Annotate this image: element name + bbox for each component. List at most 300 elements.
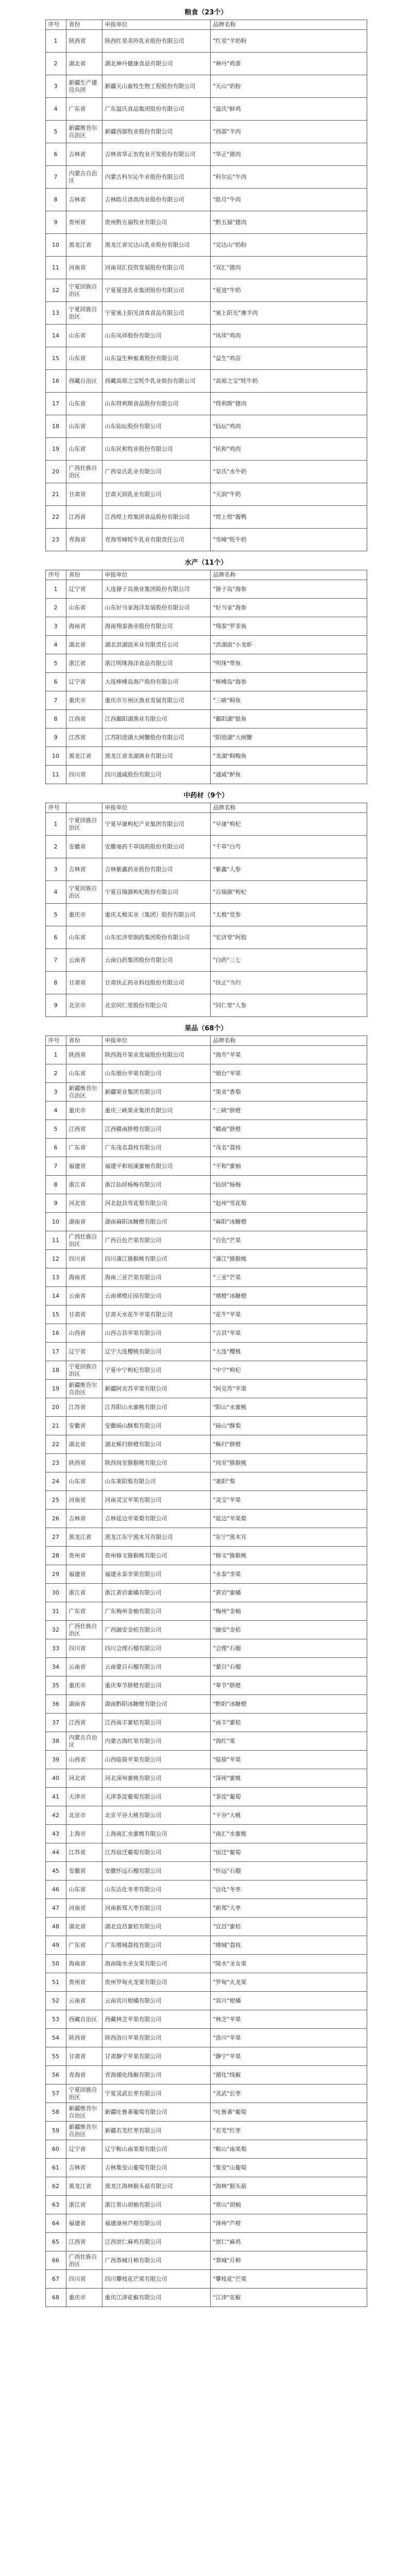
- table-row: [45, 673, 367, 691]
- table-row: [45, 636, 367, 654]
- table-row: [45, 881, 367, 904]
- cell-brand: "罗甸"火龙果: [210, 1973, 367, 1992]
- cell-brand: "棒棰岛"海参: [210, 673, 367, 691]
- cell-no: 8: [45, 710, 66, 728]
- cell-applicant: 宁夏中宁枸杞有限公司: [102, 1361, 210, 1380]
- table-row: [45, 121, 367, 143]
- cell-applicant: 广东温氏食品集团股份有限公司: [102, 98, 210, 121]
- cell-applicant: 山西临猗苹果有限公司: [102, 1751, 210, 1769]
- cell-province: 广东省: [66, 1936, 102, 1955]
- cell-province: 黑龙江省: [66, 1528, 102, 1547]
- cell-brand: "奉节"脐橙: [210, 1676, 367, 1695]
- cell-no: 15: [45, 347, 66, 370]
- cell-applicant: 浙江常山胡柚有限公司: [102, 2196, 210, 2214]
- cell-province: 广东省: [66, 98, 102, 121]
- cell-applicant: 山东宏济堂制药集团股份有限公司: [102, 926, 210, 949]
- cell-province: 湖北省: [66, 1435, 102, 1454]
- table-row: [45, 98, 367, 121]
- cell-no: 11: [45, 766, 66, 784]
- cell-applicant: 四川蒲江猕猴桃有限公司: [102, 1250, 210, 1268]
- cell-brand: "通威"鲈鱼: [210, 766, 367, 784]
- cell-province: 重庆市: [66, 2289, 102, 2307]
- cell-brand: "鞍山"南果梨: [210, 2140, 367, 2159]
- cell-brand: "蒙自"石榴: [210, 1658, 367, 1676]
- cell-applicant: 大连獐子岛渔业集团股份有限公司: [102, 580, 210, 599]
- cell-applicant: 广东增城荔枝有限公司: [102, 1936, 210, 1955]
- cell-province: 山东省: [66, 1880, 102, 1899]
- table-row: [45, 1472, 367, 1491]
- cell-no: 8: [45, 189, 66, 211]
- cell-brand: "温氏"鲜鸡: [210, 98, 367, 121]
- cell-applicant: 黑龙江海林猴头菇有限公司: [102, 2177, 210, 2196]
- cell-no: 47: [45, 1899, 66, 1918]
- cell-province: 广西壮族自治区: [66, 1231, 102, 1250]
- table-row: [45, 1788, 367, 1806]
- cell-brand: "百色"芒果: [210, 1231, 367, 1250]
- cell-applicant: 重庆三峡果业集团有限公司: [102, 1101, 210, 1120]
- cell-brand: "紫鑫"人参: [210, 858, 367, 881]
- table-row: [45, 599, 367, 617]
- header-no: 序号: [45, 20, 66, 30]
- cell-no: 14: [45, 1287, 66, 1306]
- header-province: 省份: [66, 20, 102, 30]
- cell-province: 安徽省: [66, 1862, 102, 1880]
- cell-province: 海南省: [66, 1268, 102, 1287]
- cell-no: 24: [45, 1472, 66, 1491]
- table-row: [45, 1918, 367, 1936]
- cell-no: 21: [45, 1417, 66, 1435]
- cell-province: 河南省: [66, 1899, 102, 1918]
- cell-brand: "褚橙"冰糖橙: [210, 1287, 367, 1306]
- cell-applicant: 河南灵宝苹果有限公司: [102, 1491, 210, 1510]
- cell-province: 重庆市: [66, 1101, 102, 1120]
- table-row: [45, 2140, 367, 2159]
- cell-applicant: 福建漳州芦柑有限公司: [102, 2214, 210, 2233]
- table-row: [45, 1880, 367, 1899]
- cell-province: 宁夏回族自治区: [66, 813, 102, 836]
- cell-province: 安徽省: [66, 836, 102, 858]
- header-brand: 品牌名称: [210, 803, 367, 813]
- table-row: [45, 2103, 367, 2122]
- cell-applicant: 新疆西部牧业股份有限公司: [102, 121, 210, 143]
- cell-province: 内蒙古自治区: [66, 166, 102, 189]
- cell-no: 13: [45, 1268, 66, 1287]
- cell-applicant: 新疆若羌红枣有限公司: [102, 2122, 210, 2140]
- cell-province: 四川省: [66, 2270, 102, 2289]
- cell-no: 40: [45, 1769, 66, 1788]
- cell-applicant: 吉林延边苹果梨有限公司: [102, 1510, 210, 1528]
- table-row: [45, 529, 367, 551]
- cell-no: 5: [45, 121, 66, 143]
- table-row: [45, 1621, 367, 1639]
- cell-applicant: 湖北神丹健康食品有限公司: [102, 53, 210, 75]
- cell-applicant: 江西鄱阳湖渔业有限公司: [102, 710, 210, 728]
- cell-brand: "宿迁"葡萄: [210, 1843, 367, 1862]
- cell-province: 陕西省: [66, 1454, 102, 1472]
- cell-no: 50: [45, 1955, 66, 1973]
- cell-applicant: 新疆阿克苏苹果有限公司: [102, 1380, 210, 1398]
- cell-applicant: 辽宁鞍山南果梨有限公司: [102, 2140, 210, 2159]
- section-spacer: [0, 551, 412, 556]
- cell-brand: "阳山"水蜜桃: [210, 1398, 367, 1417]
- cell-brand: "宾川"柑橘: [210, 1992, 367, 2010]
- section-title: 粮食（23个）: [184, 9, 228, 16]
- table-row: [45, 1343, 367, 1361]
- cell-no: 6: [45, 1139, 66, 1157]
- cell-brand: "增城"荔枝: [210, 1936, 367, 1955]
- cell-province: 西藏自治区: [66, 370, 102, 393]
- brand-table: [45, 803, 367, 1017]
- table-row: [45, 1862, 367, 1880]
- cell-brand: "若羌"红枣: [210, 2122, 367, 2140]
- table-row: [45, 2010, 367, 2029]
- table-row: [45, 1491, 367, 1510]
- top-margin: [0, 0, 412, 6]
- cell-no: 1: [45, 30, 66, 53]
- cell-province: 河北省: [66, 1194, 102, 1213]
- table-row: [45, 747, 367, 766]
- cell-province: 吉林省: [66, 2159, 102, 2177]
- cell-applicant: 青海雪峰牦牛乳业有限责任公司: [102, 529, 210, 551]
- cell-brand: "黄岩"蜜橘: [210, 1584, 367, 1602]
- cell-brand: "烟台"苹果: [210, 1064, 367, 1083]
- cell-brand: "皓月"牛肉: [210, 189, 367, 211]
- table-row: [45, 1751, 367, 1769]
- cell-no: 28: [45, 1547, 66, 1565]
- cell-applicant: 天津茶淀葡萄有限公司: [102, 1788, 210, 1806]
- cell-no: 55: [45, 2047, 66, 2066]
- cell-brand: "高原之宝"牦牛奶: [210, 370, 367, 393]
- cell-province: 宁夏回族自治区: [66, 2084, 102, 2103]
- cell-province: 新疆维吾尔自治区: [66, 2122, 102, 2140]
- cell-brand: "茶淀"葡萄: [210, 1788, 367, 1806]
- cell-brand: "临猗"苹果: [210, 1751, 367, 1769]
- cell-brand: "中宁"枸杞: [210, 1361, 367, 1380]
- cell-no: 4: [45, 881, 66, 904]
- cell-applicant: 宁夏百瑞源枸杞股份有限公司: [102, 881, 210, 904]
- cell-applicant: 西藏高原之宝牦牛乳业股份有限公司: [102, 370, 210, 393]
- table-row: [45, 370, 367, 393]
- cell-province: 福建省: [66, 2214, 102, 2233]
- cell-brand: "茂名"荔枝: [210, 1139, 367, 1157]
- cell-no: 6: [45, 143, 66, 166]
- cell-province: 上海市: [66, 1825, 102, 1843]
- cell-brand: "龙湖"鲟鳇鱼: [210, 747, 367, 766]
- cell-brand: "千草"白芍: [210, 836, 367, 858]
- cell-brand: "蒲江"猕猴桃: [210, 1250, 367, 1268]
- cell-brand: "扶正"当归: [210, 972, 367, 994]
- table-header-row: [45, 20, 367, 30]
- cell-no: 4: [45, 98, 66, 121]
- table-row: [45, 1361, 367, 1380]
- cell-brand: "三峡"鲟鱼: [210, 691, 367, 710]
- cell-brand: "莱阳"梨: [210, 1472, 367, 1491]
- cell-applicant: 吉林皓月清真肉业股份有限公司: [102, 189, 210, 211]
- cell-no: 3: [45, 858, 66, 881]
- cell-no: 38: [45, 1732, 66, 1751]
- cell-province: 四川省: [66, 1639, 102, 1658]
- table-row: [45, 1584, 367, 1602]
- cell-brand: "煌上煌"酱鸭: [210, 506, 367, 529]
- table-row: [45, 2029, 367, 2047]
- cell-province: 云南省: [66, 1992, 102, 2010]
- cell-no: 32: [45, 1621, 66, 1639]
- cell-brand: "鄱阳湖"银鱼: [210, 710, 367, 728]
- cell-no: 2: [45, 599, 66, 617]
- cell-no: 10: [45, 1213, 66, 1231]
- cell-brand: "太极"党参: [210, 904, 367, 926]
- cell-applicant: 云南蒙自石榴有限公司: [102, 1658, 210, 1676]
- cell-no: 6: [45, 673, 66, 691]
- cell-no: 2: [45, 1064, 66, 1083]
- cell-brand: "新郑"大枣: [210, 1899, 367, 1918]
- cell-no: 15: [45, 1306, 66, 1324]
- cell-province: 云南省: [66, 1287, 102, 1306]
- table-row: [45, 1843, 367, 1862]
- cell-no: 22: [45, 506, 66, 529]
- cell-applicant: 浙江仙居杨梅有限公司: [102, 1176, 210, 1194]
- table-row: [45, 617, 367, 636]
- cell-province: 山东省: [66, 599, 102, 617]
- cell-applicant: 新疆天山畜牧生物工程股份有限公司: [102, 75, 210, 98]
- cell-province: 广东省: [66, 1602, 102, 1621]
- cell-applicant: 山东仙坛股份有限公司: [102, 415, 210, 438]
- cell-brand: "好当家"海参: [210, 599, 367, 617]
- cell-applicant: 湖南麻阳冰糖橙有限公司: [102, 1213, 210, 1231]
- cell-brand: "神丹"鸡蛋: [210, 53, 367, 75]
- cell-province: 山东省: [66, 1472, 102, 1491]
- section-fruit: [0, 1022, 412, 2312]
- cell-province: 北京市: [66, 994, 102, 1017]
- cell-no: 4: [45, 636, 66, 654]
- cell-applicant: 山东沾化冬枣有限公司: [102, 1880, 210, 1899]
- cell-applicant: 湖北秭归脐橙有限公司: [102, 1435, 210, 1454]
- cell-province: 宁夏回族自治区: [66, 279, 102, 302]
- cell-province: 湖南省: [66, 1213, 102, 1231]
- table-row: [45, 1899, 367, 1918]
- cell-applicant: 上海南汇水蜜桃有限公司: [102, 1825, 210, 1843]
- cell-applicant: 甘肃静宁苹果有限公司: [102, 2047, 210, 2066]
- cell-no: 11: [45, 257, 66, 279]
- cell-applicant: 黑龙江东宁黑木耳有限公司: [102, 1528, 210, 1547]
- cell-brand: "洪湖浪"小龙虾: [210, 636, 367, 654]
- cell-applicant: 大连棒棰岛海产股份有限公司: [102, 673, 210, 691]
- cell-no: 17: [45, 1343, 66, 1361]
- cell-province: 甘肃省: [66, 2047, 102, 2066]
- cell-brand: "益生"鸡苗: [210, 347, 367, 370]
- cell-province: 山东省: [66, 1064, 102, 1083]
- cell-province: 辽宁省: [66, 580, 102, 599]
- cell-no: 36: [45, 1695, 66, 1714]
- cell-no: 54: [45, 2029, 66, 2047]
- cell-brand: "黔五福"猪肉: [210, 211, 367, 234]
- cell-no: 12: [45, 279, 66, 302]
- table-row: [45, 53, 367, 75]
- cell-brand: "百瑞源"枸杞: [210, 881, 367, 904]
- cell-applicant: 江西赣南脐橙有限公司: [102, 1120, 210, 1139]
- cell-no: 65: [45, 2233, 66, 2251]
- cell-applicant: 山东莱阳梨有限公司: [102, 1472, 210, 1491]
- cell-applicant: 广西百色芒果有限公司: [102, 1231, 210, 1250]
- cell-no: 22: [45, 1435, 66, 1454]
- cell-no: 7: [45, 949, 66, 972]
- cell-no: 10: [45, 234, 66, 257]
- cell-province: 山东省: [66, 325, 102, 347]
- brand-table: [45, 1036, 367, 2307]
- cell-no: 45: [45, 1862, 66, 1880]
- cell-province: 湖北省: [66, 636, 102, 654]
- cell-brand: "赣南"脐橙: [210, 1120, 367, 1139]
- header-applicant: 申报单位: [102, 20, 210, 30]
- cell-province: 四川省: [66, 1250, 102, 1268]
- cell-no: 33: [45, 1639, 66, 1658]
- cell-no: 19: [45, 438, 66, 461]
- cell-no: 4: [45, 1101, 66, 1120]
- cell-no: 66: [45, 2251, 66, 2270]
- cell-applicant: 福建永泰李果有限公司: [102, 1565, 210, 1584]
- cell-no: 5: [45, 904, 66, 926]
- cell-brand: "怀远"石榴: [210, 1862, 367, 1880]
- table-row: [45, 2047, 367, 2066]
- cell-brand: "天润"牛奶: [210, 483, 367, 506]
- cell-province: 广西壮族自治区: [66, 2251, 102, 2270]
- cell-no: 51: [45, 1973, 66, 1992]
- cell-no: 23: [45, 1454, 66, 1472]
- table-row: [45, 1658, 367, 1676]
- cell-province: 江苏省: [66, 728, 102, 747]
- cell-brand: "灵武"长枣: [210, 2084, 367, 2103]
- table-row: [45, 2177, 367, 2196]
- cell-applicant: 甘肃天水花牛苹果有限公司: [102, 1306, 210, 1324]
- cell-no: 16: [45, 1324, 66, 1343]
- cell-no: 56: [45, 2066, 66, 2084]
- table-row: [45, 2122, 367, 2140]
- table-row: [45, 1417, 367, 1435]
- cell-brand: "阳澄湖"大闸蟹: [210, 728, 367, 747]
- table-row: [45, 1435, 367, 1454]
- cell-province: 宁夏回族自治区: [66, 881, 102, 904]
- cell-province: 贵州省: [66, 1547, 102, 1565]
- cell-applicant: 北京平谷大桃有限公司: [102, 1806, 210, 1825]
- cell-province: 山西省: [66, 1324, 102, 1343]
- cell-brand: "三亚"芒果: [210, 1268, 367, 1287]
- table-row: [45, 766, 367, 784]
- cell-applicant: 山东益生种畜禽股份有限公司: [102, 347, 210, 370]
- cell-province: 湖北省: [66, 53, 102, 75]
- cell-no: 3: [45, 617, 66, 636]
- header-brand: 品牌名称: [210, 1036, 367, 1046]
- cell-applicant: 云南白药集团股份有限公司: [102, 949, 210, 972]
- section-title: 果品（68个）: [184, 1025, 228, 1032]
- table-row: [45, 2066, 367, 2084]
- cell-brand: "灵宝"苹果: [210, 1491, 367, 1510]
- table-row: [45, 143, 367, 166]
- cell-no: 16: [45, 370, 66, 393]
- cell-brand: "梅州"金柚: [210, 1602, 367, 1621]
- cell-applicant: 江苏阳澄湖大闸蟹股份有限公司: [102, 728, 210, 747]
- cell-province: 山东省: [66, 393, 102, 415]
- table-row: [45, 461, 367, 483]
- cell-applicant: 重庆江津花椒有限公司: [102, 2289, 210, 2307]
- cell-applicant: 四川会理石榴有限公司: [102, 1639, 210, 1658]
- cell-province: 黑龙江省: [66, 234, 102, 257]
- cell-brand: "海红"果: [210, 1732, 367, 1751]
- cell-brand: "永泰"李果: [210, 1565, 367, 1584]
- cell-no: 26: [45, 1510, 66, 1528]
- cell-brand: "麻阳"冰糖橙: [210, 1213, 367, 1231]
- cell-no: 9: [45, 211, 66, 234]
- cell-no: 3: [45, 75, 66, 98]
- cell-brand: "陵水"圣女果: [210, 1955, 367, 1973]
- cell-brand: "天山"奶粉: [210, 75, 367, 98]
- cell-no: 34: [45, 1658, 66, 1676]
- cell-brand: "会理"石榴: [210, 1639, 367, 1658]
- cell-no: 1: [45, 580, 66, 599]
- cell-province: 海南省: [66, 617, 102, 636]
- table-row: [45, 1380, 367, 1398]
- table-header-row: [45, 803, 367, 813]
- cell-brand: "宜昌"蜜桔: [210, 1918, 367, 1936]
- cell-no: 61: [45, 2159, 66, 2177]
- cell-applicant: 广东梅州金柚有限公司: [102, 1602, 210, 1621]
- cell-province: 陕西省: [66, 30, 102, 53]
- cell-province: 陕西省: [66, 1046, 102, 1064]
- table-row: [45, 710, 367, 728]
- cell-province: 广西壮族自治区: [66, 1621, 102, 1639]
- table-row: [45, 1769, 367, 1788]
- cell-no: 58: [45, 2103, 66, 2122]
- cell-applicant: 重庆太极实业（集团）股份有限公司: [102, 904, 210, 926]
- cell-province: 福建省: [66, 1157, 102, 1176]
- table-row: [45, 1306, 367, 1324]
- header-no: 序号: [45, 803, 66, 813]
- cell-applicant: 安徽怀远石榴有限公司: [102, 1862, 210, 1880]
- table-row: [45, 1046, 367, 1064]
- cell-province: 甘肃省: [66, 1306, 102, 1324]
- cell-province: 吉林省: [66, 1510, 102, 1528]
- cell-province: 吉林省: [66, 858, 102, 881]
- cell-brand: "延边"苹果梨: [210, 1510, 367, 1528]
- table-row: [45, 1936, 367, 1955]
- cell-applicant: 浙江明珠海洋食品有限公司: [102, 654, 210, 673]
- cell-province: 江苏省: [66, 1843, 102, 1862]
- cell-no: 10: [45, 747, 66, 766]
- table-row: [45, 483, 367, 506]
- cell-applicant: 内蒙古科尔沁牛业股份有限公司: [102, 166, 210, 189]
- cell-province: 江苏省: [66, 1398, 102, 1417]
- cell-province: 广东省: [66, 1139, 102, 1157]
- cell-no: 2: [45, 53, 66, 75]
- cell-no: 5: [45, 654, 66, 673]
- cell-no: 68: [45, 2289, 66, 2307]
- cell-province: 江西省: [66, 506, 102, 529]
- cell-brand: "崇仁"麻鸡: [210, 2233, 367, 2251]
- cell-applicant: 陕西周至猕猴桃有限公司: [102, 1454, 210, 1472]
- table-row: [45, 972, 367, 994]
- table-row: [45, 994, 367, 1017]
- cell-province: 云南省: [66, 949, 102, 972]
- table-row: [45, 813, 367, 836]
- cell-brand: "三峡"脐橙: [210, 1101, 367, 1120]
- cell-brand: "果业"香梨: [210, 1083, 367, 1101]
- table-row: [45, 1528, 367, 1547]
- cell-applicant: 甘肃天润乳业有限公司: [102, 483, 210, 506]
- table-row: [45, 438, 367, 461]
- cell-brand: "砀山"酥梨: [210, 1417, 367, 1435]
- cell-province: 河北省: [66, 1769, 102, 1788]
- cell-applicant: 山东民和牧业股份有限公司: [102, 438, 210, 461]
- table-row: [45, 691, 367, 710]
